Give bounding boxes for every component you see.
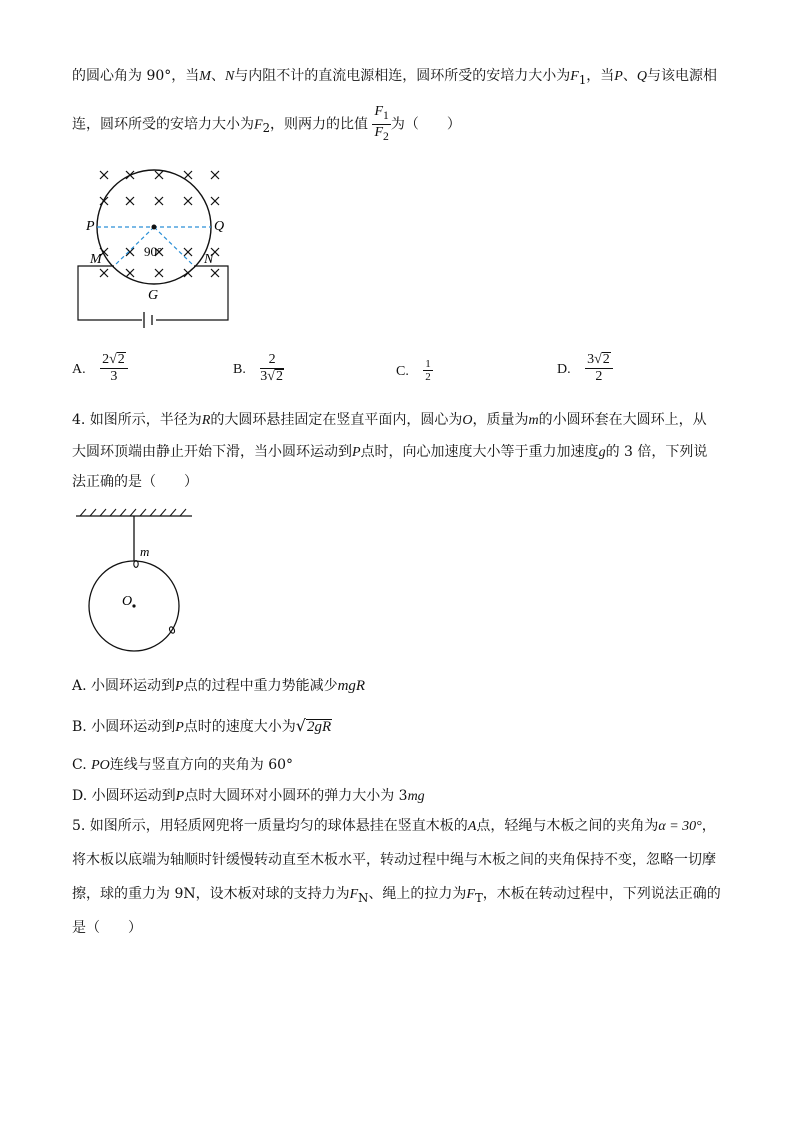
q5-stem-line3: 擦，球的重力为 9N，设木板对球的支持力为$F_N$、绳上的拉力为$F_T$，木板在转动过程中，下列说法正确的 [72, 886, 721, 905]
label-Q: Q [214, 219, 225, 234]
field-cross [211, 171, 219, 179]
center-dot [132, 604, 135, 607]
field-cross [155, 197, 163, 205]
q4-stem-line1: 4. 如图所示，半径为R的大圆环悬挂固定在竖直平面内，圆心为O，质量为m的小圆环套在大圆环上，从 [72, 412, 707, 428]
field-cross [211, 269, 219, 277]
angle-label: 90° [144, 244, 163, 259]
label-N: N [204, 252, 214, 267]
field-cross [126, 248, 134, 256]
field-cross [211, 197, 219, 205]
q5-stem-line2: 将木板以底端为轴顺时针缓慢转动直至木板水平，转动过程中绳与木板之间的夹角保持不变，忽略一切摩 [72, 852, 716, 868]
field-cross [100, 269, 108, 277]
field-cross [184, 248, 192, 256]
label-O: O [122, 594, 133, 609]
circuit-wire-left [78, 266, 142, 320]
field-cross [155, 269, 163, 277]
force-ratio-fraction: $\frac{F_1}{F_2}$ [374, 104, 389, 143]
q3-ring-circuit-figure [72, 160, 242, 330]
q3-option-a[interactable]: A. $\frac{2√2}{3}$ [72, 352, 128, 385]
label-P: P [86, 219, 95, 234]
field-cross [184, 171, 192, 179]
q4-option-a[interactable]: A. 小圆环运动到P点的过程中重力势能减少mgR [72, 678, 366, 694]
q3-stem-line2: 连，圆环所受的安培力大小为$F_2$，则两力的比值 $\frac{F_1}{F_2}$ 为（ ） [72, 104, 461, 143]
circuit-wire-right [156, 266, 228, 320]
center-dot [152, 225, 157, 230]
q4-hanging-ring-figure [72, 505, 197, 655]
q3-option-c[interactable]: C. $\frac{1}{2}$ [396, 358, 431, 383]
q4-option-d[interactable]: D. 小圆环运动到P点时大圆环对小圆环的弹力大小为 3mg [72, 788, 425, 804]
q4-stem-line2: 大圆环顶端由静止开始下滑，当小圆环运动到P点时，向心加速度大小等于重力加速度g的 3 倍，下列说 [72, 444, 708, 460]
q4-option-b[interactable]: B. 小圆环运动到P点时的速度大小为√2gR [72, 716, 332, 735]
q5-stem-line1: 5. 如图所示，用轻质网兜将一质量均匀的球体悬挂在竖直木板的A点，轻绳与木板之间的夹角为α = 30°， [72, 818, 716, 834]
label-m: m [140, 544, 150, 559]
field-cross [126, 197, 134, 205]
field-cross [126, 269, 134, 277]
q3-option-d[interactable]: D. $\frac{3√2}{2}$ [557, 352, 613, 385]
q3-stem-line1: 的圆心角为 90°，当M、N与内阻不计的直流电源相连，圆环所受的安培力大小为$F_1$，当P、Q与该电源相 [72, 68, 717, 87]
q4-option-c[interactable]: C. PO连线与竖直方向的夹角为 60° [72, 757, 294, 773]
field-cross [155, 171, 163, 179]
q5-stem-line4: 是（ ） [72, 920, 142, 936]
q3-option-b[interactable]: B. $\frac{2}{3√2}$ [233, 352, 283, 384]
label-M: M [90, 252, 102, 267]
field-cross [100, 171, 108, 179]
magnetic-field-crosses [100, 171, 219, 277]
field-cross [184, 197, 192, 205]
label-G: G [148, 288, 159, 303]
ceiling-hatch [80, 509, 186, 516]
q4-stem-line3: 法正确的是（ ） [72, 474, 198, 490]
